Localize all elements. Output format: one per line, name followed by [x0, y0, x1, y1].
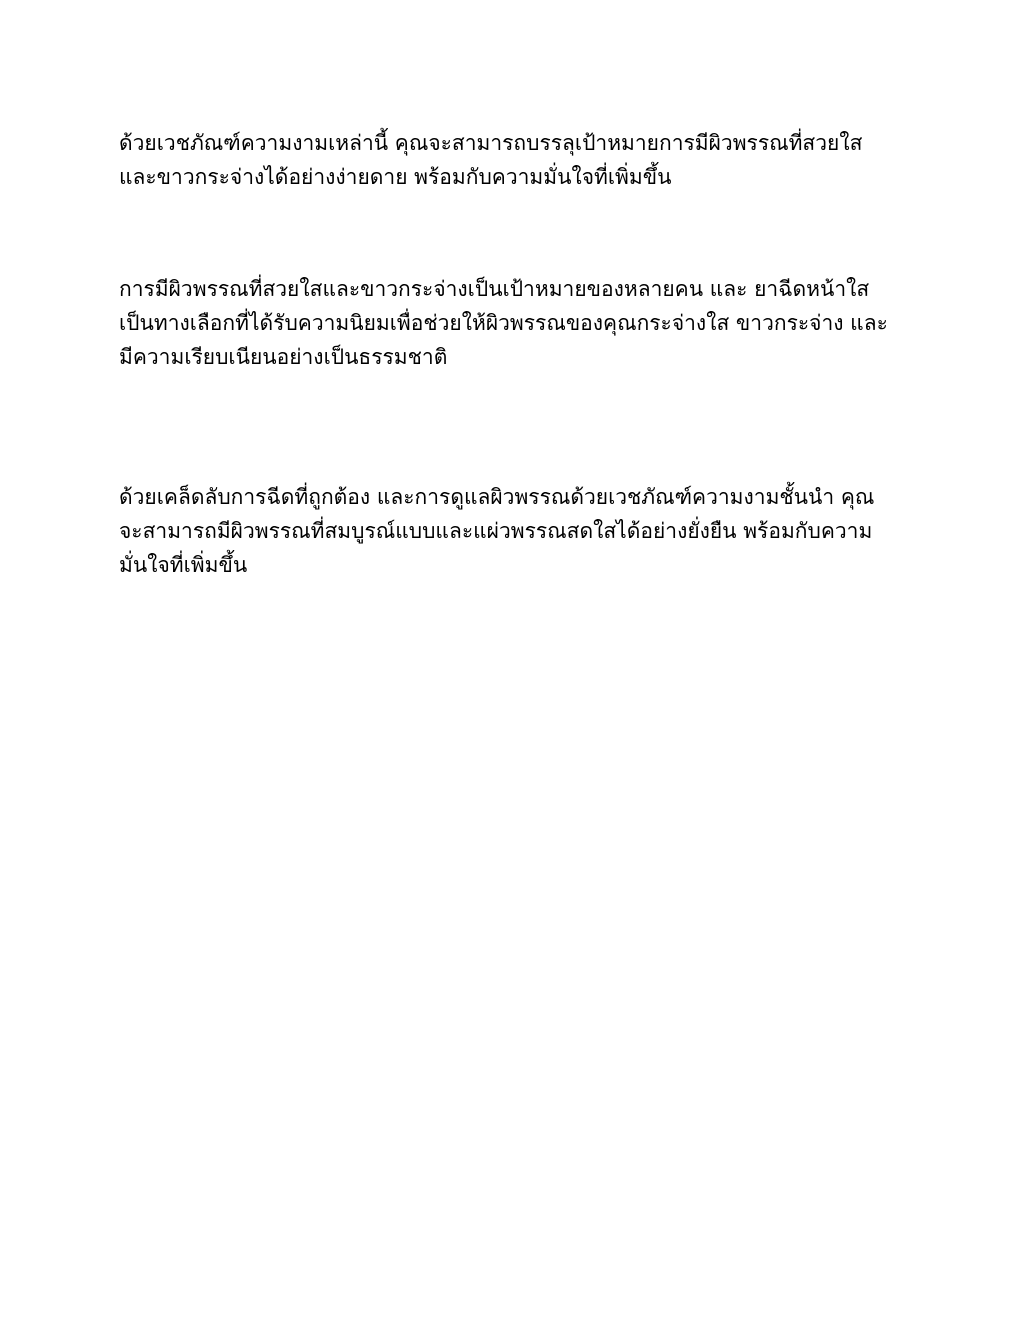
paragraph-line: มีความเรียบเนียนอย่างเป็นธรรมชาติ	[119, 345, 448, 369]
paragraph-line: ด้วยเวชภัณฑ์ความงามเหล่านี้ คุณจะสามารถบรรลุเป้าหมายการมีผิวพรรณที่สวยใส	[119, 131, 863, 155]
paragraph-2	[119, 272, 919, 374]
paragraph-3	[119, 480, 919, 582]
paragraph-line: มั่นใจที่เพิ่มขึ้น	[119, 553, 248, 577]
paragraph-line: จะสามารถมีผิวพรรณที่สมบูรณ์แบบและแผ่วพรรณสดใสได้อย่างยั่งยืน พร้อมกับความ	[119, 519, 873, 543]
paragraph-1	[119, 126, 919, 194]
paragraph-line: และขาวกระจ่างได้อย่างง่ายดาย พร้อมกับความมั่นใจที่เพิ่มขึ้น	[119, 165, 672, 189]
paragraph-line: ด้วยเคล็ดลับการฉีดที่ถูกต้อง และการดูแลผิวพรรณด้วยเวชภัณฑ์ความงามชั้นนำ คุณ	[119, 485, 875, 509]
paragraph-line: การมีผิวพรรณที่สวยใสและขาวกระจ่างเป็นเป้าหมายของหลายคน และ ยาฉีดหน้าใส	[119, 277, 870, 301]
paragraph-line: เป็นทางเลือกที่ได้รับความนิยมเพื่อช่วยให้ผิวพรรณของคุณกระจ่างใส ขาวกระจ่าง และ	[119, 311, 888, 335]
